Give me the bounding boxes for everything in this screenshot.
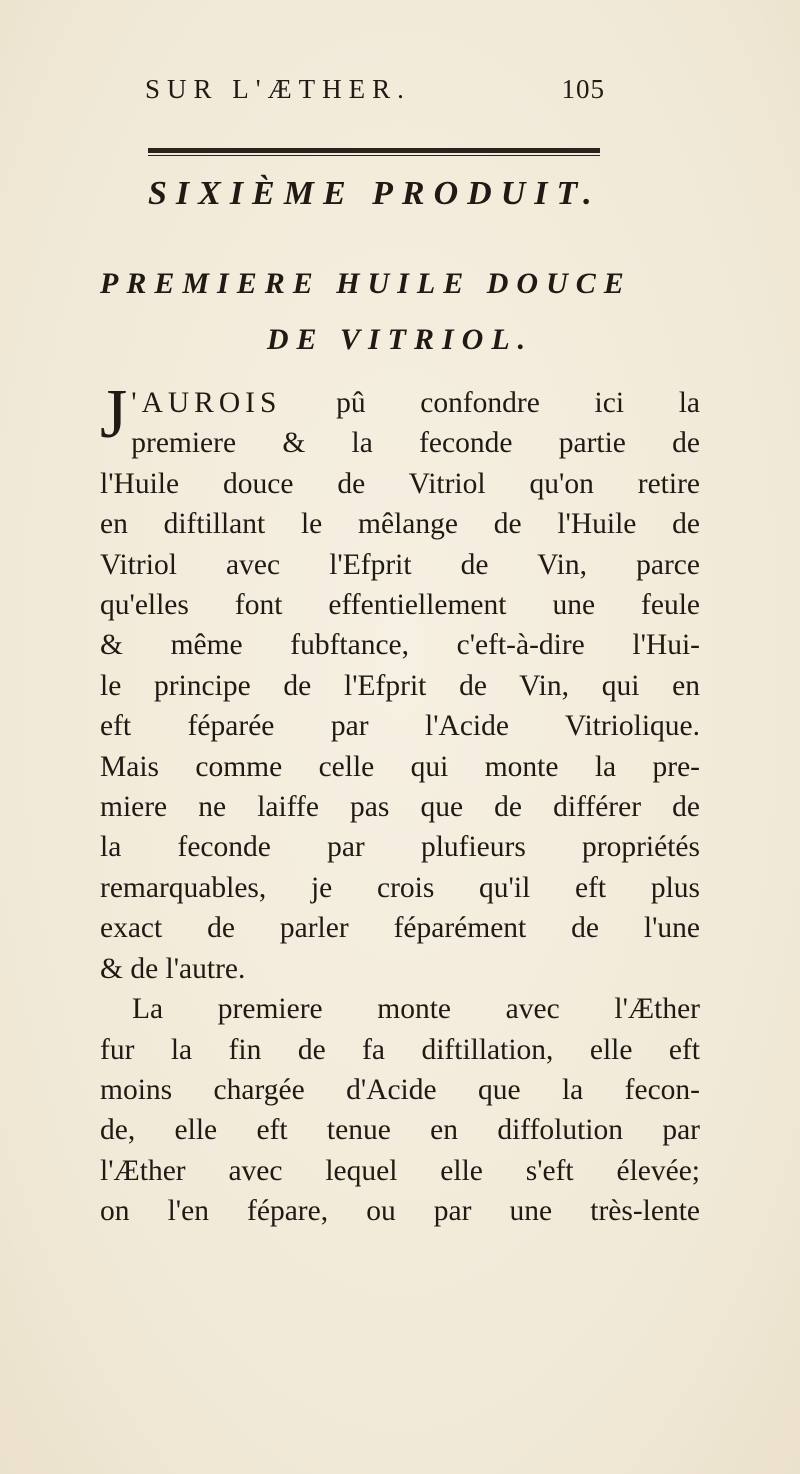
paragraph-line: on l'en fépare, ou par une très-lente: [100, 1195, 700, 1228]
body-text: [100, 376, 700, 1232]
paragraph-line: qu'elles font effentiellement une feule: [100, 589, 700, 622]
header-rule: [148, 148, 600, 157]
paragraph-line: [100, 383, 700, 423]
paragraph-line: le principe de l'Efprit de Vin, qui en: [100, 669, 700, 702]
header-rule-thick: [148, 148, 600, 153]
section-heading: SIXIÈME PRODUIT.: [148, 175, 601, 212]
paragraph-line: remarquables, je crois qu'il eft plus: [100, 871, 700, 904]
paragraph-1: [100, 376, 700, 989]
subheading-line-2: DE VITRIOL.: [266, 323, 534, 356]
paragraph-line: fur la fin de fa diftillation, elle eft: [100, 1033, 700, 1066]
line-text: pû confondre ici la: [336, 387, 700, 419]
running-head: [145, 74, 605, 110]
paragraph-line: & même fubftance, c'eft-à-dire l'Hui-: [100, 629, 700, 662]
paragraph-line: & de l'autre.: [100, 952, 246, 985]
header-rule-thin: [148, 155, 600, 156]
first-word: 'AUROIS: [131, 387, 282, 419]
paragraph-line: moins chargée d'Acide que la fecon-: [100, 1073, 700, 1106]
paragraph-line: La premiere monte avec l'Æther: [132, 993, 700, 1026]
paragraph-line: la feconde par plufieurs propriétés: [100, 831, 700, 864]
paragraph-line: eft féparée par l'Acide Vitriolique.: [100, 710, 700, 743]
paragraph-line: Vitriol avec l'Efprit de Vin, parce: [100, 548, 700, 581]
paragraph-line: de, elle eft tenue en diffolution par: [100, 1114, 700, 1147]
paragraph-line: miere ne laiffe pas que de différer de: [100, 791, 700, 824]
paragraph-line: exact de parler féparément de l'une: [100, 912, 700, 945]
subheading-line-1: PREMIERE HUILE DOUCE: [100, 267, 632, 300]
drop-cap: J: [100, 376, 128, 453]
page-number: 105: [561, 74, 605, 104]
running-head-title: SUR L'ÆTHER.: [145, 74, 411, 104]
paragraph-line: Mais comme celle qui monte la pre-: [100, 750, 700, 783]
paragraph-line: l'Huile douce de Vitriol qu'on retire: [100, 467, 700, 500]
paragraph-line: l'Æther avec lequel elle s'eft élevée;: [100, 1154, 700, 1187]
paragraph-2: [100, 989, 700, 1231]
paragraph-line: premiere & la feconde partie de: [131, 427, 700, 460]
paragraph-line: en diftillant le mêlange de l'Huile de: [100, 508, 700, 541]
